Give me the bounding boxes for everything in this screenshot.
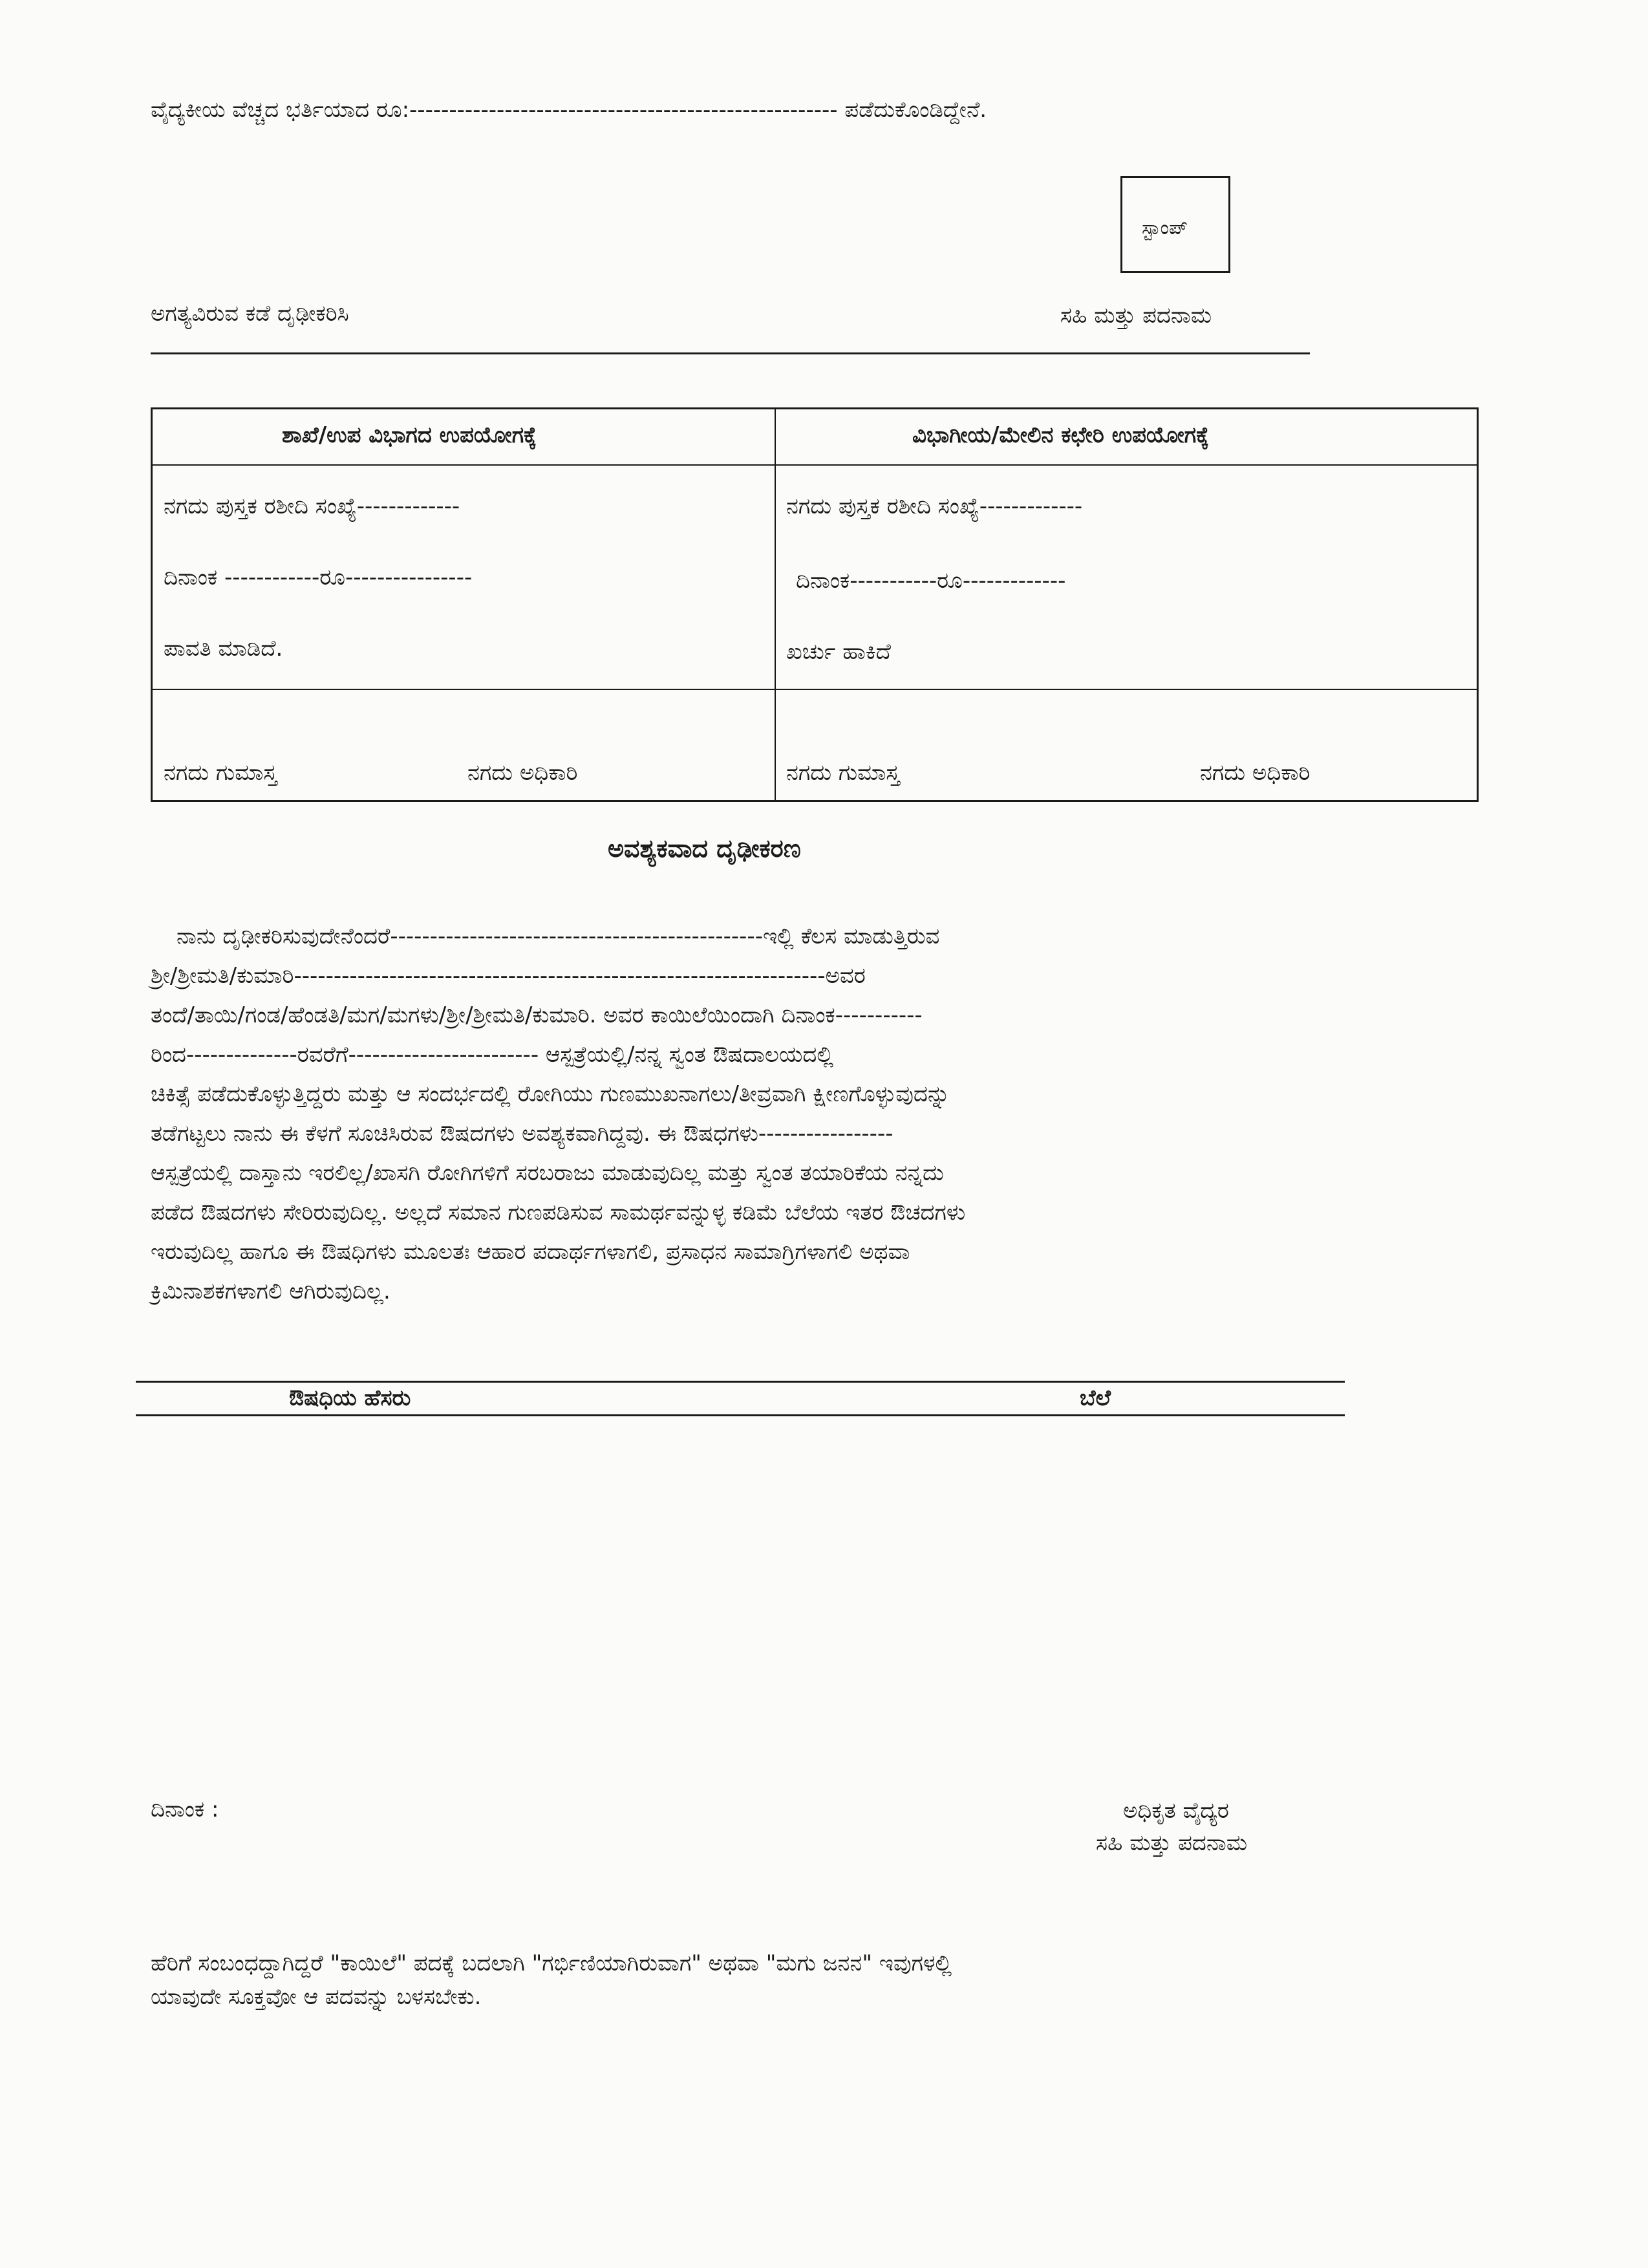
division-date-amount: ದಿನಾಂಕ-----------ರೂ------------- [796, 568, 1066, 594]
medicine-price-header: ಬೆಲೆ [1080, 1385, 1111, 1411]
division-cash-clerk: ನಗದು ಗುಮಾಸ್ತ [786, 760, 900, 786]
certificate-line: ನಾನು ದೃಢೀಕರಿಸುವುದೇನೆಂದರೆ-----------------------------------------------ಇಲ್ಲಿ ಕೆಲಸ ಮಾಡುತ್ತಿರುವ [177, 923, 940, 949]
maternity-footnote [151, 1947, 1353, 2014]
branch-cash-officer: ನಗದು ಅಧಿಕಾರಿ [467, 760, 578, 786]
table-header-divider [153, 464, 1477, 466]
footer-date-label: ದಿನಾಂಕ : [151, 1797, 219, 1822]
division-receipt-number: ನಗದು ಪುಸ್ತಕ ರಶೀದಿ ಸಂಖ್ಯೆ------------- [786, 493, 1083, 519]
division-expense-status: ಖರ್ಚು ಹಾಕಿದೆ [786, 639, 892, 665]
certificate-line: ಶ್ರೀ/ಶ್ರೀಮತಿ/ಕುಮಾರಿ-------------------------------------------------------------------ಅವರ [151, 963, 866, 989]
certificate-line: ರಿಂದ--------------ರವರೆಗೆ------------------------ ಆಸ್ಪತ್ರೆಯಲ್ಲಿ/ನನ್ನ ಸ್ವಂತ ಔಷದಾಲಯದಲ್ಲಿ [151, 1042, 834, 1068]
medicine-name-header: ಔಷಧಿಯ ಹೆಸರು [289, 1385, 411, 1411]
reimbursement-amount-line: ವೈದ್ಯಕೀಯ ವೆಚ್ಚದ ಭರ್ತಿಯಾದ ರೂ:------------------------------------------------------ ಪಡೆದುಕೊಂಡಿದ್ದೇನೆ. [151, 97, 987, 123]
divisional-use-header: ವಿಭಾಗೀಯ/ಮೇಲಿನ ಕಛೇರಿ ಉಪಯೋಗಕ್ಕೆ [912, 422, 1210, 448]
header-divider [151, 352, 1310, 354]
certificate-line: ಆಸ್ಪತ್ರೆಯಲ್ಲಿ ದಾಸ್ತಾನು ಇರಲಿಲ್ಲ/ಖಾಸಗಿ ರೋಗಿಗಳಿಗೆ ಸರಬರಾಜು ಮಾಡುವುದಿಲ್ಲ ಮತ್ತು ಸ್ವಂತ ತಯಾರಿಕೆಯ ನನ್ನದು [151, 1160, 944, 1186]
certificate-line: ಕ್ರಿಮಿನಾಶಕಗಳಾಗಲಿ ಆಗಿರುವುದಿಲ್ಲ. [151, 1279, 391, 1304]
branch-cash-clerk: ನಗದು ಗುಮಾಸ್ತ [164, 760, 277, 786]
certificate-line: ಪಡೆದ ಔಷದಗಳು ಸೇರಿರುವುದಿಲ್ಲ. ಅಲ್ಲದೆ ಸಮಾನ ಗುಣಪಡಿಸುವ ಸಾಮರ್ಥವನ್ನುಳ್ಳ ಕಡಿಮೆ ಬೆಲೆಯ ಇತರ ಔಚದಗಳು [151, 1200, 966, 1226]
branch-use-header: ಶಾಖೆ/ಉಪ ವಿಭಾಗದ ಉಪಯೋಗಕ್ಕೆ [282, 422, 537, 448]
table-signature-divider [153, 689, 1477, 690]
branch-date-amount: ದಿನಾಂಕ ------------ರೂ---------------- [164, 565, 473, 590]
division-cash-officer: ನಗದು ಅಧಿಕಾರಿ [1200, 760, 1311, 786]
medicine-table-top-rule [136, 1381, 1345, 1383]
authorized-doctor-label: ಅಧಿಕೃತ ವೈದ್ಯರ [1123, 1798, 1229, 1824]
certificate-line: ತಡೆಗಟ್ಟಲು ನಾನು ಈ ಕೆಳಗೆ ಸೂಚಿಸಿರುವ ಔಷದಗಳು ಅವಶ್ಯಕವಾಗಿದ್ದವು. ಈ ಔಷಧಗಳು----------------- [151, 1121, 894, 1147]
certificate-title: ಅವಶ್ಯಕವಾದ ದೃಢೀಕರಣ [608, 834, 801, 863]
branch-payment-status: ಪಾವತಿ ಮಾಡಿದೆ. [164, 636, 283, 662]
certificate-line: ತಂದೆ/ತಾಯಿ/ಗಂಡ/ಹೆಂಡತಿ/ಮಗ/ಮಗಳು/ಶ್ರೀ/ಶ್ರೀಮತಿ/ಕುಮಾರಿ. ಅವರ ಕಾಯಿಲೆಯಿಂದಾಗಿ ದಿನಾಂಕ----------- [151, 1002, 923, 1028]
certificate-body [151, 917, 1353, 1312]
certificate-line: ಚಿಕಿತ್ಸೆ ಪಡೆದುಕೊಳ್ಳುತ್ತಿದ್ದರು ಮತ್ತು ಆ ಸಂದರ್ಭದಲ್ಲಿ ರೋಗಿಯು ಗುಣಮುಖನಾಗಲು/ತೀವ್ರವಾಗಿ ಕ್ಷೀಣಗೊಳ್ಳುವುದನ್ನು [151, 1081, 950, 1107]
doctor-signature-label: ಸಹಿ ಮತ್ತು ಪದನಾಮ [1096, 1830, 1248, 1856]
office-use-table [151, 407, 1479, 802]
footnote-line: ಯಾವುದೇ ಸೂಕ್ತವೋ ಆ ಪದವನ್ನು ಬಳಸಬೇಕು. [151, 1984, 482, 2010]
signature-designation-label: ಸಹಿ ಮತ್ತು ಪದನಾಮ [1060, 303, 1212, 329]
medicine-table-bottom-rule [136, 1414, 1345, 1416]
branch-receipt-number: ನಗದು ಪುಸ್ತಕ ರಶೀದಿ ಸಂಖ್ಯೆ------------- [164, 493, 460, 519]
table-column-divider [775, 409, 776, 800]
stamp-box [1120, 176, 1230, 273]
footnote-line: ಹೆರಿಗೆ ಸಂಬಂಧದ್ದಾಗಿದ್ದರೆ "ಕಾಯಿಲೆ" ಪದಕ್ಕೆ ಬದಲಾಗಿ "ಗರ್ಭಿಣಿಯಾಗಿರುವಾಗ" ಅಥವಾ "ಮಗು ಜನನ" ಇವುಗಳಲ್ಲಿ [151, 1950, 952, 1976]
attestation-note: ಅಗತ್ಯವಿರುವ ಕಡೆ ದೃಢೀಕರಿಸಿ [151, 301, 349, 327]
certificate-line: ಇರುವುದಿಲ್ಲ ಹಾಗೂ ಈ ಔಷಧಿಗಳು ಮೂಲತಃ ಆಹಾರ ಪದಾರ್ಥಗಳಾಗಲಿ, ಪ್ರಸಾಧನ ಸಾಮಾಗ್ರಿಗಳಾಗಲಿ ಅಥವಾ [151, 1239, 910, 1265]
stamp-label: ಸ್ಟಾಂಪ್ [1142, 217, 1188, 239]
